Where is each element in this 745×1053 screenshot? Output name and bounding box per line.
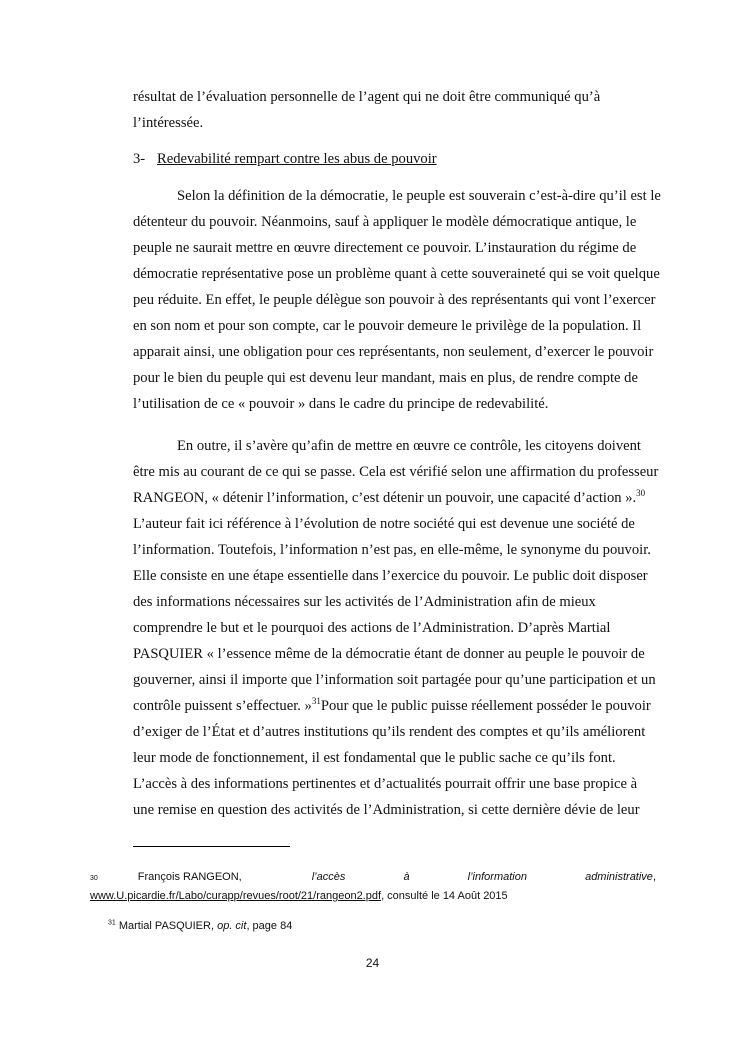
paragraph1-line-6: en son nom et pour son compte, car le pouvoir demeure le privilège de la population. Il bbox=[133, 318, 642, 334]
paragraph2-line-7: des informations nécessaires sur les activités de l’Administration afin de mieux bbox=[133, 594, 596, 610]
paragraph2-line-6: Elle consiste en une étape essentielle dans l’exercice du pouvoir. Le public doit disposer bbox=[133, 568, 648, 584]
paragraph2-line-4: L’auteur fait ici référence à l’évolution de notre société qui est devenue une société de bbox=[133, 516, 635, 532]
paragraph2-line-11-b: Pour que le public puisse réellement posséder le pouvoir bbox=[320, 698, 651, 714]
paragraph1-line-4: démocratie représentative pose un problème quant à cette souveraineté qui se voit quelque bbox=[133, 266, 660, 282]
paragraph2-line-1: En outre, il s’avère qu’afin de mettre en œuvre ce contrôle, les citoyens doivent bbox=[177, 438, 641, 454]
paragraph2-line-3 bbox=[133, 489, 645, 507]
footnote-30-link[interactable]: www.U.picardie.fr/Labo/curapp/revues/root/21/rangeon2.pdf bbox=[90, 890, 382, 902]
paragraph2-line-12: d’exiger de l’État et d’autres institutions qu’ils rendent des comptes et qu’ils améliorent bbox=[133, 724, 646, 740]
footnote-31 bbox=[108, 919, 292, 933]
footnote-30-title: l’accès à l’information administrative bbox=[311, 871, 653, 883]
section-number: 3- bbox=[133, 151, 146, 167]
footnote-31-text-after: , page 84 bbox=[246, 920, 293, 932]
footnote-ref-31: 31 bbox=[311, 696, 321, 707]
paragraph1-line-1: Selon la définition de la démocratie, le peuple est souverain c’est-à-dire qu’il est le bbox=[177, 188, 661, 204]
paragraph2-line-5: l’information. Toutefois, l’information n’est pas, en elle-même, le synonyme du pouvoir. bbox=[133, 542, 651, 558]
footnote-31-text-before: Martial PASQUIER, bbox=[118, 920, 218, 932]
paragraph2-line-15: une remise en question des activités de l’Administration, si cette dernière dévie de leur bbox=[133, 802, 640, 818]
paragraph2-line-11-quote: contrôle puissent s’effectuer. » bbox=[133, 698, 312, 714]
paragraph1-line-3: peuple ne saurait mettre en œuvre directement ce pouvoir. L’instauration du régime de bbox=[133, 240, 637, 256]
footnote-ref-30: 30 bbox=[636, 488, 646, 499]
section-title: Redevabilité rempart contre les abus de pouvoir bbox=[157, 151, 437, 167]
paragraph1-line-9: l’utilisation de ce « pouvoir » dans le cadre du principe de redevabilité. bbox=[133, 396, 549, 412]
paragraph2-line-13: leur mode de fonctionnement, il est fondamental que le public sache ce qu’ils font. bbox=[133, 750, 616, 766]
footnote-30-author: François RANGEON, bbox=[137, 871, 242, 883]
footnote-31-italic: op. cit bbox=[217, 920, 247, 932]
footnote-31-number: 31 bbox=[108, 919, 116, 927]
footnote-separator bbox=[133, 846, 290, 847]
page-number: 24 bbox=[365, 956, 380, 970]
footnote-30-line-1: 30 François RANGEON, l’accès à l’information administrative , bbox=[90, 871, 656, 883]
paragraph2-line-9: PASQUIER « l’essence même de la démocratie étant de donner au peuple le pouvoir de bbox=[133, 646, 645, 662]
paragraph2-line-14: L’accès à des informations pertinentes et d’actualités pourrait offrir une base propice à bbox=[133, 776, 638, 792]
paragraph1-line-2: détenteur du pouvoir. Néanmoins, sauf à appliquer le modèle démocratique antique, le bbox=[133, 214, 637, 230]
footnote-30-line-2 bbox=[90, 889, 508, 903]
paragraph2-line-2: être mis au courant de ce qui se passe. Cela est vérifié selon une affirmation du professeur bbox=[133, 464, 659, 480]
paragraph1-line-5: peu réduite. En effet, le peuple délègue son pouvoir à des représentants qui vont l’exercer bbox=[133, 292, 656, 308]
continuation-line-2: l’intéressée. bbox=[133, 115, 204, 131]
footnote-30-after: , consulté le 14 Août 2015 bbox=[381, 890, 508, 902]
paragraph2-line-11-a bbox=[133, 697, 651, 715]
paragraph1-line-8: pour le bien du peuple qui est devenu leur mandant, mais en plus, de rendre compte de bbox=[133, 370, 638, 386]
footnote-30-comma: , bbox=[652, 871, 656, 883]
continuation-line-1: résultat de l’évaluation personnelle de l’agent qui ne doit être communiqué qu’à bbox=[133, 89, 601, 105]
paragraph2-line-11 bbox=[133, 697, 656, 715]
paragraph2-line-8: comprendre le but et le pourquoi des actions de l’Administration. D’après Martial bbox=[133, 620, 611, 636]
paragraph1-line-7: apparait ainsi, une obligation pour ces représentants, non seulement, d’exercer le pouvoir bbox=[133, 344, 654, 360]
paragraph2-line-10: gouverner, ainsi il importe que l’information soit partagée pour qu’une participation et un bbox=[133, 672, 656, 688]
paragraph2-line-3-text: RANGEON, « détenir l’information, c’est détenir un pouvoir, une capacité d’action ». bbox=[133, 490, 637, 506]
